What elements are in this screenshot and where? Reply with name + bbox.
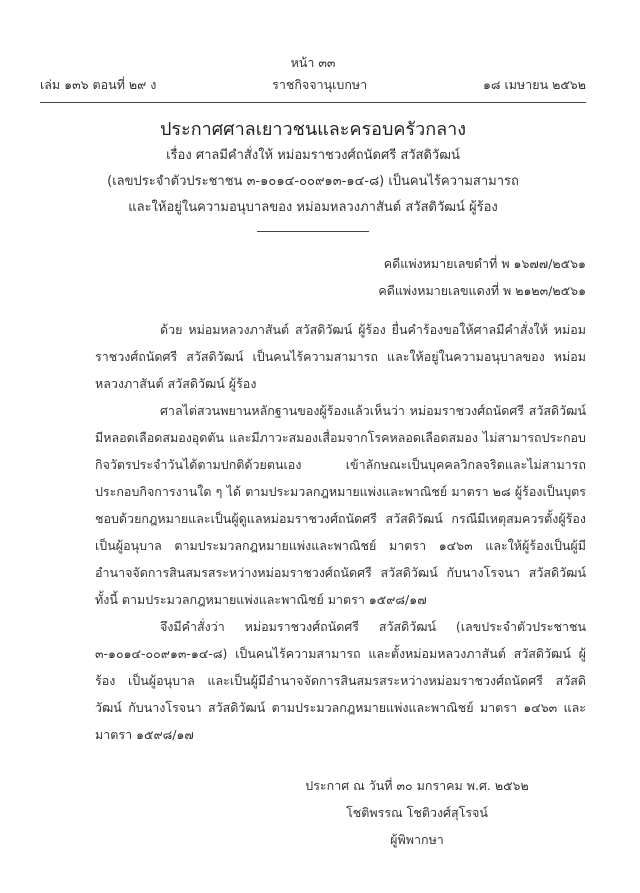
paragraph-findings: ศาลไต่สวนพยานหลักฐานของผู้ร้องแล้วเห็นว่า หม่อมราชวงศ์ถนัดศรี สวัสดิวัฒน์ มีหลอดเลือดสมองอุดตัน และมีภาวะสมองเสื่อมจากโรคหลอดเลือดสมอง ไม่สามารถประกอบกิจวัตรประจำวันได้ตามปกติด้วยตนเอง เข้าลักษณะเป็นบุคคลวิกลจริตและไม่สามารถประกอบกิจการงานใด ๆ ได้ ตามประมวลกฎหมายแพ่งและพาณิชย์ มาตรา ๒๘ ผู้ร้องเป็นบุตรชอบด้วยกฎหมายและเป็นผู้ดูแลหม่อมราชวงศ์ถนัดศรี สวัสดิวัฒน์ กรณีมีเหตุสมควรตั้งผู้ร้องเป็นผู้อนุบาล ตามประมวลกฎหมายแพ่งและพาณิชย์ มาตรา ๑๔๖๓ และให้ผู้ร้องเป็นผู้มีอำนาจจัดการสินสมรสระหว่างหม่อมราชวงศ์ถนัดศรี สวัสดิวัฒน์ กับนางโรจนา สวัสดิวัฒน์ ทั้งนี้ ตามประมวลกฎหมายแพ่งและพาณิชย์ มาตรา ๑๕๙๘/๑๗: [95, 403, 586, 607]
volume-issue: เล่ม ๑๓๖ ตอนที่ ๒๙ ง: [40, 77, 157, 92]
page-number: หน้า ๓๓: [290, 55, 336, 70]
paragraph-petition: ด้วย หม่อมหลวงภาสันต์ สวัสดิวัฒน์ ผู้ร้อง ยื่นคำร้องขอให้ศาลมีคำสั่งให้ หม่อมราชวงศ์ถนัดศรี สวัสดิวัฒน์ เป็นคนไร้ความสามารถ และให้อยู่ในความอนุบาลของ หม่อมหลวงภาสันต์ สวัสดิวัฒน์ ผู้ร้อง: [95, 322, 586, 391]
announcement-body: [40, 316, 586, 748]
paragraph-order: จึงมีคำสั่งว่า หม่อมราชวงศ์ถนัดศรี สวัสดิวัฒน์ (เลขประจำตัวประชาชน ๓-๑๐๑๔-๐๐๙๑๓-๑๔-๘) เป็นคนไร้ความสามารถ และตั้งหม่อมหลวงภาสันต์ สวัสดิวัฒน์ ผู้ร้อง เป็นผู้อนุบาล และเป็นผู้มีอำนาจจัดการสินสมรสระหว่างหม่อมราชวงศ์ถนัดศรี สวัสดิวัฒน์ กับนางโรจนา สวัสดิวัฒน์ ตามประมวลกฎหมายแพ่งและพาณิชย์ มาตรา ๑๔๖๓ และมาตรา ๑๕๙๘/๑๗: [95, 619, 586, 742]
header-divider: [40, 102, 586, 103]
gazette-header: [40, 74, 586, 96]
signature-block: [40, 772, 586, 853]
publication-date: ๑๘ เมษายน ๒๕๖๒: [482, 77, 586, 92]
signatory-position: ผู้พิพากษา: [390, 832, 444, 847]
signatory-name: โชติพรรณ โชติวงศ์สุโรจน์: [346, 805, 488, 820]
signature-date: ประกาศ ณ วันที่ ๓๐ มกราคม พ.ศ. ๒๕๖๒: [305, 778, 529, 793]
subject-line-2: (เลขประจำตัวประชาชน ๓-๑๐๑๔-๐๐๙๑๓-๑๔-๘) เป็นคนไร้ความสามารถ: [107, 174, 519, 189]
red-case-number: คดีแพ่งหมายเลขแดงที่ พ ๒๑๒๓/๒๕๖๑: [378, 283, 586, 298]
case-numbers: [40, 250, 586, 304]
subject-line-1: เรื่อง ศาลมีคำสั่งให้ หม่อมราชวงศ์ถนัดศรี สวัสดิวัฒน์: [166, 148, 460, 163]
black-case-number: คดีแพ่งหมายเลขดำที่ พ ๑๖๗๗/๒๕๖๑: [383, 256, 586, 271]
title-divider: [257, 231, 369, 232]
subject-line-3: และให้อยู่ในความอนุบาลของ หม่อมหลวงภาสันต์ สวัสดิวัฒน์ ผู้ร้อง: [128, 200, 498, 215]
publication-name: ราชกิจจานุเบกษา: [272, 77, 368, 92]
announcement-title: ประกาศศาลเยาวชนและครอบครัวกลาง: [159, 119, 467, 140]
